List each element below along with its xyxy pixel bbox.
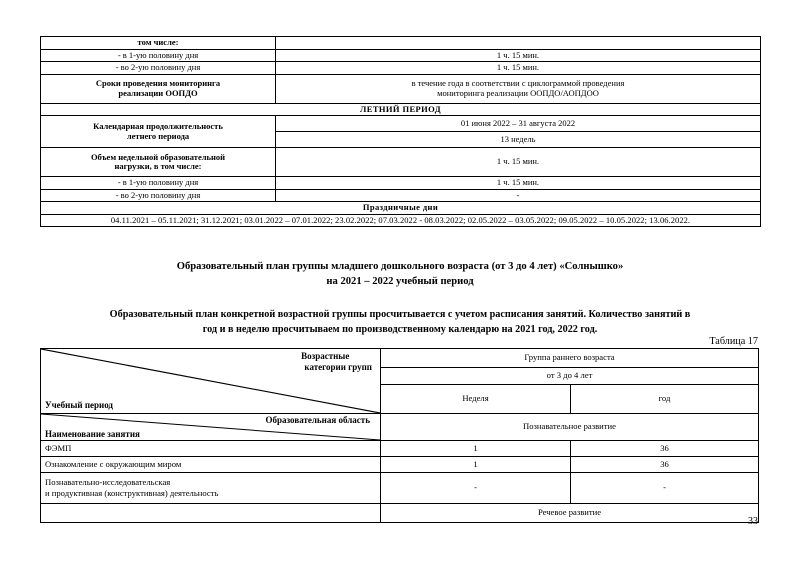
activity-week-femp: 1 xyxy=(381,441,571,457)
summer-duration-subtable xyxy=(276,116,760,147)
summer-duration-label-line2: летнего периода xyxy=(126,130,190,141)
activity-week-research: - xyxy=(381,473,571,504)
holidays-band: Праздничные дни xyxy=(41,202,761,215)
activity-name-research-line1: Познавательно-исследовательская xyxy=(45,476,171,487)
page-number: 33 xyxy=(748,516,758,527)
educational-area-cognitive: Познавательное развитие xyxy=(381,414,759,441)
table-row xyxy=(41,504,759,523)
column-header-year: год xyxy=(571,385,759,414)
table-row xyxy=(276,116,760,132)
activity-name-femp: ФЭМП xyxy=(41,441,381,457)
row-value-summer-second-half-day: - xyxy=(276,189,761,202)
summer-weeks: 13 недель xyxy=(500,133,536,144)
activity-name-research xyxy=(41,473,381,504)
page-title-line2: на 2021 – 2022 учебный период xyxy=(326,276,474,288)
table-row xyxy=(41,349,759,368)
table-row xyxy=(41,441,759,457)
table-row xyxy=(41,177,761,190)
plan-note-line1: Образовательный план конкретной возрастной группы просчитывается с учетом расписания занятий. Количество занятий в xyxy=(109,309,691,320)
age-categories-line1: Возрастные xyxy=(301,351,350,361)
weekly-load-label-line1: Объем недельной образовательной xyxy=(90,151,226,162)
table-row xyxy=(41,116,761,148)
age-categories-line2: категории групп xyxy=(304,361,372,372)
age-range-header: от 3 до 4 лет xyxy=(381,368,759,385)
table-caption: Таблица 17 xyxy=(709,336,758,347)
row-label-first-half-day: - в 1-ую половину дня xyxy=(41,49,276,62)
activity-name-environment: Ознакомление с окружающим миром xyxy=(41,457,381,473)
table-row xyxy=(41,37,761,50)
plan-note-line2: год и в неделю просчитываем по производственному календарю на 2021 год, 2022 год. xyxy=(202,323,598,335)
monitoring-label-line1: Сроки проведения мониторинга xyxy=(95,78,221,89)
diagonal-header-educational-area: Образовательная область xyxy=(265,415,370,425)
diagonal-header-activity-inner xyxy=(41,414,380,440)
diagonal-header-age-categories xyxy=(278,351,372,373)
page-title xyxy=(40,259,760,290)
row-label-tom-chisle: том числе: xyxy=(41,37,276,50)
activity-year-femp: 36 xyxy=(571,441,759,457)
row-value-tom-chisle xyxy=(276,37,761,50)
table-row-holidays-band xyxy=(41,202,761,215)
table-row xyxy=(41,414,759,441)
table-row xyxy=(41,189,761,202)
row-label-summer-first-half-day: - в 1-ую половину дня xyxy=(41,177,276,190)
activity-year-environment: 36 xyxy=(571,457,759,473)
page-title-line1: Образовательный план группы младшего дошкольного возраста (от 3 до 4 лет) «Солнышко» xyxy=(176,261,624,272)
summer-period-band: ЛЕТНИЙ ПЕРИОД xyxy=(41,103,761,116)
empty-activity-cell xyxy=(41,504,381,523)
educational-area-speech: Речевое развитие xyxy=(381,504,759,523)
diagonal-header-activity-name: Наименование занятия xyxy=(45,428,140,439)
table-row xyxy=(41,74,761,103)
row-value-second-half-day: 1 ч. 15 мин. xyxy=(276,62,761,75)
monitoring-value-line1: в течение года в соответствии с циклограммой проведения xyxy=(411,78,625,89)
plan-note xyxy=(40,308,760,338)
row-label-monitoring-period xyxy=(41,74,276,103)
row-label-weekly-load xyxy=(41,148,276,177)
weekly-load-label-line2: нагрузки, в том числе: xyxy=(114,161,202,172)
table-row xyxy=(41,457,759,473)
educational-plan-table xyxy=(40,348,759,523)
diagonal-header-study-period: Учебный период xyxy=(45,399,113,410)
table-row-holidays xyxy=(41,214,761,227)
row-value-summer-first-half-day: 1 ч. 15 мин. xyxy=(276,177,761,190)
row-label-summer-duration xyxy=(41,116,276,148)
table-row-summer-band xyxy=(41,103,761,116)
row-value-weekly-load: 1 ч. 15 мин. xyxy=(276,148,761,177)
holidays-dates: 04.11.2021 – 05.11.2021; 31.12.2021; 03.01.2022 – 07.01.2022; 23.02.2022; 07.03.2022 - 08.03.2022; 02.05.2022 – 03.05.2022; 09.05.2022 – 10.05.2022; 13.06.2022. xyxy=(41,214,761,227)
diagonal-header-period xyxy=(41,349,381,414)
table-row xyxy=(41,473,759,504)
row-label-summer-second-half-day: - во 2-ую половину дня xyxy=(41,189,276,202)
monitoring-value-line2: мониторинга реализации ООПДО/АОПДОО xyxy=(437,87,599,98)
group-name-header: Группа раннего возраста xyxy=(381,349,759,368)
monitoring-label-line2: реализации ООПДО xyxy=(118,87,198,98)
summer-dates: 01 июня 2022 – 31 августа 2022 xyxy=(276,116,760,132)
row-value-first-half-day: 1 ч. 15 мин. xyxy=(276,49,761,62)
table-row xyxy=(41,62,761,75)
table-row xyxy=(41,49,761,62)
summer-duration-label-line1: Календарная продолжительность xyxy=(93,121,223,132)
table-row xyxy=(276,132,760,148)
calendar-schedule-table xyxy=(40,36,761,227)
table-row xyxy=(41,148,761,177)
column-header-week: Неделя xyxy=(381,385,571,414)
row-value-summer-duration xyxy=(276,116,761,148)
activity-week-environment: 1 xyxy=(381,457,571,473)
diagonal-header-inner xyxy=(41,349,380,413)
activity-name-research-line2: и продуктивная (конструктивная) деятельность xyxy=(45,488,219,498)
row-value-monitoring-period xyxy=(276,74,761,103)
row-label-second-half-day: - во 2-ую половину дня xyxy=(41,62,276,75)
activity-year-research: - xyxy=(571,473,759,504)
diagonal-header-activity xyxy=(41,414,381,441)
